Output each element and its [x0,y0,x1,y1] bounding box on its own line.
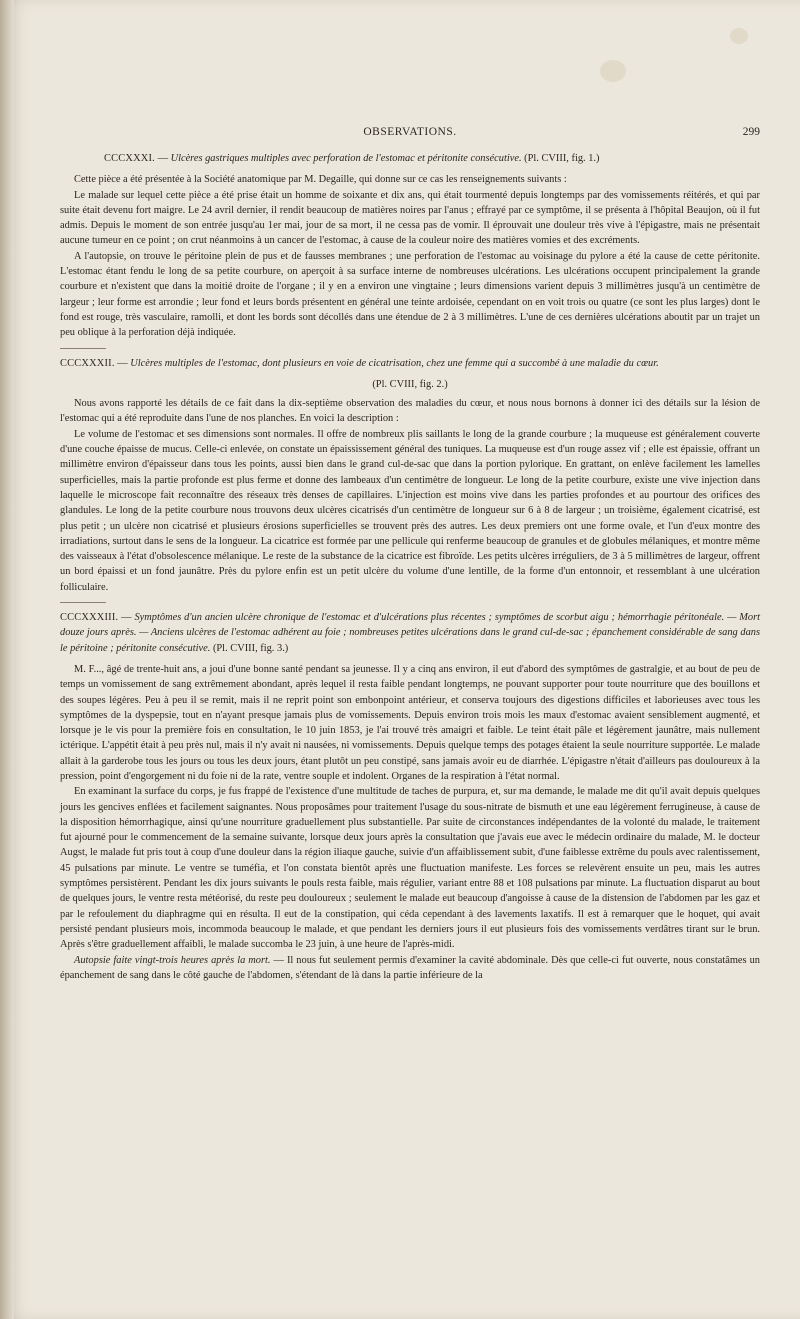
observation-number: CCCXXXII. [60,357,115,369]
plate-reference: (Pl. CVIII, fig. 1.) [524,153,600,164]
paragraph: Nous avons rapporté les détails de ce fait dans la dix-septième observation des maladies du cœur, et nous nous bornons à donner ici des détails sur la lésion de l'estomac qui a été reproduite dans l'une de nos planches. En voici la description : [60,398,760,425]
paragraph: En examinant la surface du corps, je fus frappé de l'existence d'une multitude de taches de purpura, et, sur ma demande, le malade me dit qu'il avait depuis quelques jours les gencives enflées et facilement saignantes. Nous proposâmes pour traitement l'usage du sous-nitrate de bismuth et une eau légèrement ferrugineuse, à cause de la disposition hémorrhagique, ainsi qu'une nourriture graduellement plus substantielle. Par suite de circonstances indépendantes de la volonté du malade, le traitement fut ajourné pour le commencement de la semaine suivante, lorsque deux jours après la consultation que j'avais eue avec le médecin ordinaire du malade, M. le docteur Augst, le malade fut pris tout à coup d'une douleur dans la région iliaque gauche, suivie d'un affaiblissement subit, d'une faiblesse extrême du pouls avec ralentissement, 45 pulsations par minute. Le ventre se tuméfia, et l'on constata bientôt après une fluctuation manifeste. Les forces se relevèrent ensuite un peu, mais les autres symptômes persistèrent. Pendant les dix jours suivants le pouls resta faible, mais régulier, variant entre 88 et 108 pulsations par minute. La fluctuation disparut au bout de quelques jours, le ventre resta météorisé, du reste peu douloureux ; seulement le malade eut beaucoup d'angoisse à cause de la distension de l'abdomen par les gaz et par le refoulement du diaphragme qui en résulta. Il eut de la constipation, qui céda cependant à des lavements laxatifs. Il est à remarquer que le hoquet, qui avait persisté pendant plusieurs mois, incommoda beaucoup le malade, et que pendant les derniers jours il eut plusieurs fois des vomissements verdâtres tirant sur le brun. Après s'être graduellement affaibli, le malade succomba le 23 juin, à une heure de l'après-midi. [60,786,760,951]
autopsy-label: Autopsie faite vingt-trois heures après la mort. [74,954,271,966]
observation-title: Ulcères multiples de l'estomac, dont plusieurs en voie de cicatrisation, chez une femme qui a succombé à une maladie du cœur. [130,357,659,369]
observation-title: Ulcères gastriques multiples avec perforation de l'estomac et péritonite consécutive. [170,153,522,164]
autopsy-text: — Il nous fut seulement permis d'examiner la cavité abdominale. Dès que celle-ci fut ouverte, nous constatâmes un épanchement de sang dans le côté gauche de l'abdomen, s'étendant de là dans la partie inférieure de la [60,954,760,981]
paragraph: M. F..., âgé de trente-huit ans, a joui d'une bonne santé pendant sa jeunesse. Il y a cinq ans environ, il eut d'abord des symptômes de gastralgie, et au bout de peu de temps un vomissement de sang extrêmement abondant, après lequel il resta faible pendant longtemps, ne pouvant supporter pour toute nourriture que des bouillons et des soupes légères. Peu à peu il se remit, mais il ne reprit point son embonpoint antérieur, et conserva toujours des digestions difficiles et laborieuses avec tous les symptômes de la dyspepsie, tout en n'ayant presque jamais plus de vomissements. Depuis environ trois mois les maux d'estomac avaient sensiblement augmenté, et lorsque je le vis pour la première fois en consultation, le 10 juin 1853, je l'ai trouvé très amaigri et faible. Le teint était pâle et légèrement jaunâtre, mais nullement ictérique. L'appétit était à peu près nul, mais il n'y avait ni nausées, ni vomissements. Depuis quelque temps des potages étaient la seule nourriture supportée. Le malade allait à la garderobe tous les jours ou tous les deux jours, étant plutôt un peu constipé, sans jamais avoir eu de diarrhée. L'épigastre n'était d'ailleurs pas douloureux à la pression, point d'engorgement ni du foie ni de la rate, ventre souple et indolent. Organes de la respiration à l'état normal. [60,663,760,782]
paragraph: A l'autopsie, on trouve le péritoine plein de pus et de fausses membranes ; une perforation de l'estomac au voisinage du pylore a été la cause de cette péritonite. L'estomac étant fendu le long de sa petite courbure, on aperçoit à sa surface interne de nombreuses ulcérations. Les ulcérations occupent principalement la grande courbure et n'existent que dans la moitié droite de l'organe ; il y en a environ une vingtaine ; leurs dimensions varient depuis 3 millimètres jusqu'à un centimètre de largeur ; leur forme est arrondie ; leur fond et leurs bords présentent en général une teinte ardoisée, cependant on en voit trois ou quatre (ce sont les plus larges) dont le fond est rouge, très vasculaire, ramolli, et dont les bords sont décollés dans une étendue de 2 à 3 millimètres. L'une de ces dernières ulcérations aboutit par un trajet un peu oblique à la perforation déjà indiquée. [60,250,760,339]
observation-number: CCCXXXI. [104,153,155,164]
paragraph: Cette pièce a été présentée à la Société anatomique par M. Degaille, qui donne sur ce cas les renseignements suivants : [74,174,567,186]
paper-stain [730,28,748,44]
plate-reference: (Pl. CVIII, fig. 2.) [372,378,448,390]
paragraph: Le volume de l'estomac et ses dimensions sont normales. Il offre de nombreux plis saillants le long de la grande courbure ; la muqueuse est généralement couverte d'une couche épaisse de mucus. Celle-ci enlevée, on constate un épaississement général des tuniques. La muqueuse est d'un rouge assez vif ; elle est épaissie, offrant un millimètre environ d'épaisseur dans tous les points, aussi bien dans le grand cul-de-sac que dans la portion pylorique. En grattant, on enlève facilement les lamelles superficielles, mais la partie profonde est plus ferme et donne des lambeaux d'un centimètre de longueur. Le long de la petite courbure, existe une vive injection dans laquelle le microscope fait reconnaître des réseaux très denses de capillaires. L'injection est moins vive dans les parties profondes et au pourtour des orifices des glandules. Le long de la petite courbure nous trouvons deux ulcères cicatrisés d'un centimètre de longueur sur 6 à 8 de largeur ; un troisième, également cicatrisé, est plus petit ; un ulcère non cicatrisé et plusieurs érosions superficielles se trouvent près des autres. Les deux premiers ont une forme ovale, et l'un d'eux montre des irradiations, surtout dans le sens de la longueur. La cicatrice est formée par une pellicule qui renferme beaucoup de granules et de globules mélaniques, et montre même des vaisseaux à l'état d'obsolescence mélanique. Le reste de la substance de la cicatrice est fibroïde. Les petits ulcères irréguliers, de 3 à 5 millimètres de largeur, offrent un bord épaissi et un fond jaunâtre. Près du pylore enfin est un petit ulcère du volume d'une lentille, de la forme d'un entonnoir, et ressemblant à une ulcération folliculaire. [60,428,760,593]
autopsy-paragraph [60,953,760,984]
divider [60,348,106,349]
observation-heading: CCCXXXIII. — Symptômes d'un ancien ulcère chronique de l'estomac et d'ulcérations plus récentes ; symptômes de scorbut aigu ; hémorrhagie péritonéale. — Mort douze jours après. — Anciens ulcères de l'estomac adhérent au foie ; nombreuses petites ulcérations dans le grand cul-de-sac ; épanchement considérable de sang dans le péritoine ; péritonite consécutive. (Pl. CVIII, fig. 3.) [60,612,761,654]
running-title: OBSERVATIONS. [363,126,457,138]
paragraph: Le malade sur lequel cette pièce a été prise était un homme de soixante et dix ans, qui était tourmenté depuis longtemps par des vomissements réitérés, et qui par suite était devenu fort maigre. Le 24 avril dernier, il rendit beaucoup de matières noires par l'anus ; effrayé par ce symptôme, il se présenta à l'hôpital Beaujon, où il fut admis. Depuis le moment de son entrée jusqu'au 1er mai, jour de sa mort, il ne cessa pas de vomir. Il éprouvait une douleur très vive à l'épigastre, mais ne présentait aucune tumeur en ce point ; on crut néanmoins à un cancer de l'estomac, à cause de la couleur noire des matières vomies et des excréments. [60,189,760,247]
divider [60,602,106,603]
paper-stain [600,60,626,82]
observation-title: Symptômes d'un ancien ulcère chronique de l'estomac et d'ulcérations plus récentes ; symptômes de scorbut aigu ; hémorrhagie péritonéale. — Mort douze jours après. — Anciens ulcères de l'estomac adhérent au foie ; nombreuses petites ulcérations dans le grand cul-de-sac ; épanchement considérable de sang dans le péritoine ; péritonite consécutive. [60,612,761,654]
text-column [60,125,760,983]
page-binding-shadow [0,0,14,1319]
running-header [60,125,760,143]
observation-heading: CCCXXXI. — Ulcères gastriques multiples avec perforation de l'estomac et péritonite consécutive. (Pl. CVIII, fig. 1.) [104,153,600,164]
observation-number: CCCXXXIII. [60,612,119,624]
page-number: 299 [742,126,760,138]
plate-reference: (Pl. CVIII, fig. 3.) [212,642,289,654]
observation-heading: CCCXXXII. — Ulcères multiples de l'estomac, dont plusieurs en voie de cicatrisation, chez une femme qui a succombé à une maladie du cœur. [60,357,659,369]
